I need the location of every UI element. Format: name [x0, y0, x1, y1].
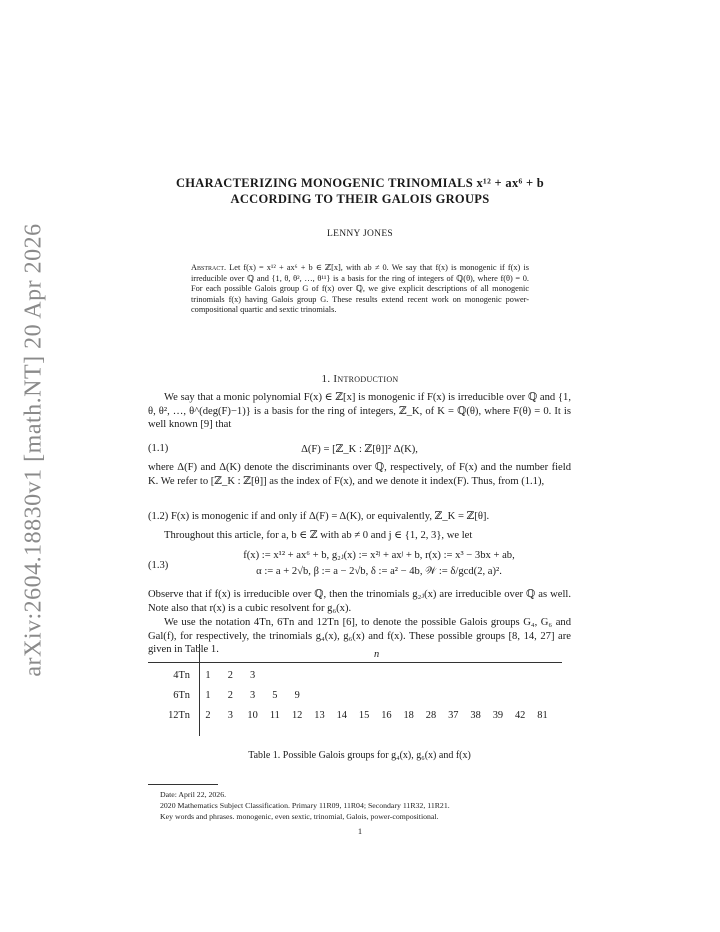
- author-name: LENNY JONES: [326, 229, 393, 239]
- table-cell: 9: [294, 690, 300, 701]
- table-cell: 1: [205, 690, 211, 701]
- table-cell: 16: [381, 710, 392, 721]
- table-cell: 81: [537, 710, 548, 721]
- table-cell: 5: [272, 690, 278, 701]
- table-cell: 2: [227, 690, 233, 701]
- equation-line-1: f(x) := x¹² + ax⁶ + b, g₂ⱼ(x) := x²ʲ + axʲ + b, r(x) := x³ − 3bx + ab,: [243, 550, 515, 561]
- table-cell: 10: [247, 710, 258, 721]
- footnote-rule: [148, 784, 218, 785]
- table-cell: 12: [291, 710, 303, 721]
- paper-title-line1: CHARACTERIZING MONOGENIC TRINOMIALS x¹² + ax⁶ + b: [175, 176, 545, 190]
- equation-1-3: [148, 550, 571, 584]
- arxiv-stamp: [14, 223, 54, 677]
- equation-1-2: (1.2) F(x) is monogenic if and only if Δ(F) = Δ(K), or equivalently, ℤ_K = ℤ[θ].: [148, 511, 490, 522]
- intro-paragraph-4: Observe that if f(x) is irreducible over ℚ, then the trinomials g₂ⱼ(x) are irreducible over ℚ as well. Note also that r(x) is a cubic resolvent for g₆(x).: [148, 589, 571, 614]
- equation-line-2: α := a + 2√b, β := a − 2√b, δ := a² − 4b, 𝒲 := δ/gcd(2, a)².: [256, 566, 502, 577]
- table-row-label: 12Tn: [168, 710, 190, 721]
- table-header-rule: [148, 662, 562, 663]
- paper-title-line2: ACCORDING TO THEIR GALOIS GROUPS: [230, 192, 490, 206]
- equation-number: (1.3): [148, 560, 169, 571]
- abstract-label: Abstract.: [191, 263, 227, 272]
- table-cell: 1: [205, 670, 211, 681]
- page-number: 1: [357, 826, 363, 836]
- table-cell: 28: [425, 710, 437, 721]
- section-heading: 1. Introduction: [321, 373, 399, 385]
- equation-body: Δ(F) = [ℤ_K : ℤ[θ]]² Δ(K),: [301, 444, 418, 455]
- table-row-label: 6Tn: [173, 690, 190, 701]
- abstract-text: Let f(x) = x¹² + ax⁶ + b ∈ ℤ[x], with ab ≠ 0. We say that f(x) is monogenic if f(x) is irreducible over ℚ and {1, θ, θ², …, θ¹¹} is a basis for the ring of integers of ℚ(θ), where f(θ) = 0. For each possible Galois group G of f(x) over ℚ, we give explicit descriptions of all monogenic trinomials f(x) having Galois group G. These results extend recent work on monogenic power-compositional quartic and sextic trinomials.: [191, 263, 529, 315]
- table-cell: 2: [227, 670, 233, 681]
- table-cell: 38: [470, 710, 481, 721]
- table-caption: Table 1. Possible Galois groups for g₄(x), g₆(x) and f(x): [248, 750, 471, 761]
- footnote-date: Date: April 22, 2026.: [160, 790, 227, 799]
- table-cell: 39: [492, 710, 504, 721]
- table-cell: 3: [227, 710, 233, 721]
- intro-paragraph-1: We say that a monic polynomial F(x) ∈ ℤ[x] is monogenic if F(x) is irreducible over ℚ and {1, θ, θ², …, θ^(deg(F)−1)} is a basis for the ring of integers, ℤ_K, of K = ℚ(θ), where F(θ) = 0. It is well known [9] that: [148, 392, 571, 430]
- table-cell: 14: [336, 710, 347, 721]
- table-cell: 3: [249, 670, 256, 681]
- intro-paragraph-5: We use the notation 4Tn, 6Tn and 12Tn [6], to denote the possible Galois groups G₄, G₆ and Gal(f), for respectively, the trinomials g₄(x), g₆(x) and f(x). These possible groups [8, 14, 27] are given in Table 1.: [148, 617, 571, 655]
- intro-paragraph-3: Throughout this article, for a, b ∈ ℤ with ab ≠ 0 and j ∈ {1, 2, 3}, we let: [164, 530, 473, 541]
- table-cell: 42: [514, 710, 526, 721]
- footnote-keywords: Key words and phrases. monogenic, even sextic, trinomial, Galois, power-compositional.: [160, 812, 439, 821]
- table-cell: 2: [205, 710, 211, 721]
- abstract: [191, 263, 529, 316]
- intro-paragraph-2: where Δ(F) and Δ(K) denote the discriminants over ℚ, respectively, of F(x) and the number field K. We refer to [ℤ_K : ℤ[θ]] as the index of F(x), and we denote it index(F). Thus, from (1.1),: [148, 462, 571, 487]
- table-cell: 3: [249, 690, 256, 701]
- equation-number: (1.1): [148, 443, 169, 454]
- table-cell: 37: [448, 710, 459, 721]
- table-cell: 13: [314, 710, 325, 721]
- table-header: n: [374, 649, 380, 660]
- table-row-label: 4Tn: [173, 670, 190, 681]
- equation-1-1: [148, 443, 571, 457]
- arxiv-stamp-text: arXiv:2604.18830v1 [math.NT] 20 Apr 2026: [20, 223, 47, 677]
- galois-group-table: [148, 648, 562, 748]
- table-cell: 15: [358, 710, 370, 721]
- footnote-msc: 2020 Mathematics Subject Classification. Primary 11R09, 11R04; Secondary 11R32, 11R21.: [160, 801, 450, 810]
- table-cell: 11: [269, 710, 280, 721]
- table-cell: 18: [403, 710, 414, 721]
